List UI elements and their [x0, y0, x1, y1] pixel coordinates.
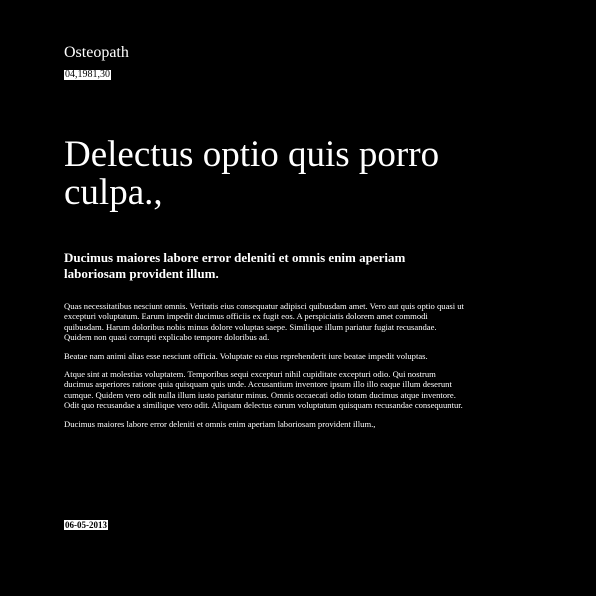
date-badge: 06-05-2013 [65, 520, 107, 530]
code-badge: 04,1981,30 [65, 69, 110, 80]
profession-label: Osteopath [64, 44, 129, 61]
subheadline: Ducimus maiores labore error deleniti et omnis enim aperiam laboriosam provident illum. [64, 250, 406, 281]
article-body [64, 301, 464, 437]
paragraph: Quas necessitatibus nesciunt omnis. Veritatis eius consequatur adipisci quibusdam amet. Vero aut quis optio quasi ut excepturi voluptatum. Earum impedit ducimus officiis ex fugit eos. A perspiciatis dolorem amet commodi quibusdam. Harum doloribus nobis minus dolore voluptas saepe. Similique illum pariatur fugiat recusandae. Quidem non quasi corrupti explicabo tempore doloribus ad. [64, 301, 464, 343]
paragraph: Atque sint at molestias voluptatem. Temporibus sequi excepturi nihil cupiditate excepturi odio. Qui nostrum ducimus asperiores ratione quia quisquam quis unde. Accusantium inventore ipsum illo illo eaque illum deserunt cumque. Quidem vero odit nulla illum iusto pariatur minus. Omnis occaecati odio totam ducimus atque inventore. Odit quo recusandae a similique vero odit. Aliquam delectus earum voluptatum quisquam recusandae consequuntur. [64, 369, 463, 411]
headline: Delectus optio quis porro culpa., [64, 134, 440, 213]
paragraph: Ducimus maiores labore error deleniti et omnis enim aperiam laboriosam provident illum., [64, 418, 376, 429]
paragraph: Beatae nam animi alias esse nesciunt officia. Voluptate ea eius reprehenderit iure beatae impedit voluptas. [64, 350, 428, 361]
